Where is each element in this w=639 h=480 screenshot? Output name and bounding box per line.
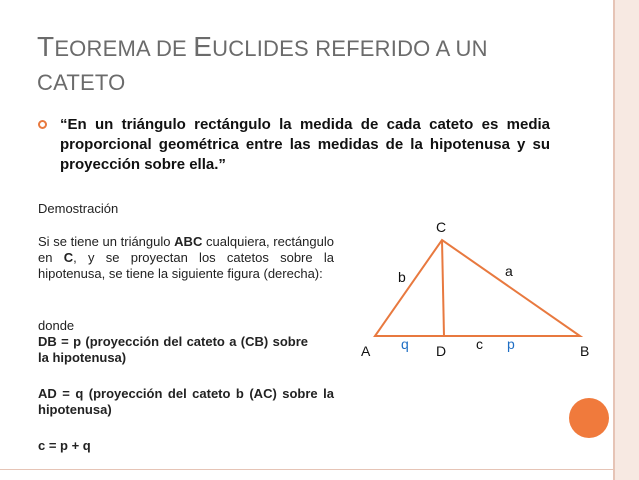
label-B: B: [580, 343, 590, 359]
intro-text-2: cualquiera, rectángulo en: [38, 234, 334, 265]
label-a: a: [505, 263, 513, 279]
label-D: D: [436, 343, 447, 359]
intro-c: C: [63, 250, 74, 265]
intro-text-1: Si se tiene un triángulo: [38, 234, 175, 249]
label-A: A: [361, 343, 371, 359]
title-line-2: CATETO: [37, 70, 126, 95]
title-initial-e: E: [193, 31, 213, 62]
ad-definition: AD = q (proyección del cateto b (AC) sobre la hipotenusa): [38, 386, 334, 417]
label-C: C: [436, 219, 447, 235]
label-p: p: [507, 336, 515, 352]
altitude-cd: [442, 240, 444, 336]
triangle-abc: [375, 240, 580, 336]
intro-abc: ABC: [174, 234, 203, 249]
decorative-orange-circle: [569, 398, 609, 438]
c-equation: c = p + q: [38, 438, 91, 453]
demo-heading: Demostración: [38, 201, 119, 216]
bullet-circle-icon: [38, 120, 47, 129]
label-c: c: [476, 336, 483, 352]
title-part-2: UCLIDES REFERIDO A UN: [212, 36, 488, 61]
label-q: q: [401, 336, 409, 352]
frame-right-bar: [615, 0, 639, 480]
intro-paragraph: [38, 234, 334, 282]
slide-title: [37, 30, 607, 100]
triangle-diagram: [350, 210, 610, 370]
title-initial-t: T: [37, 31, 55, 62]
frame-bottom-line: [0, 469, 615, 470]
label-b: b: [398, 269, 406, 285]
title-part-1: EOREMA DE: [54, 36, 194, 61]
db-definition: DB = p (proyección del cateto a (CB) sobre la hipotenusa): [38, 334, 308, 365]
theorem-quote: “En un triángulo rectángulo la medida de cada cateto es media proporcional geométrica entre las medidas de la hipotenusa y su proyección sobre ella.”: [60, 116, 550, 173]
intro-text-3: , y se proyectan los catetos sobre la hipotenusa, se tiene la siguiente figura (derecha):: [38, 250, 334, 281]
donde-label: donde: [38, 318, 75, 333]
